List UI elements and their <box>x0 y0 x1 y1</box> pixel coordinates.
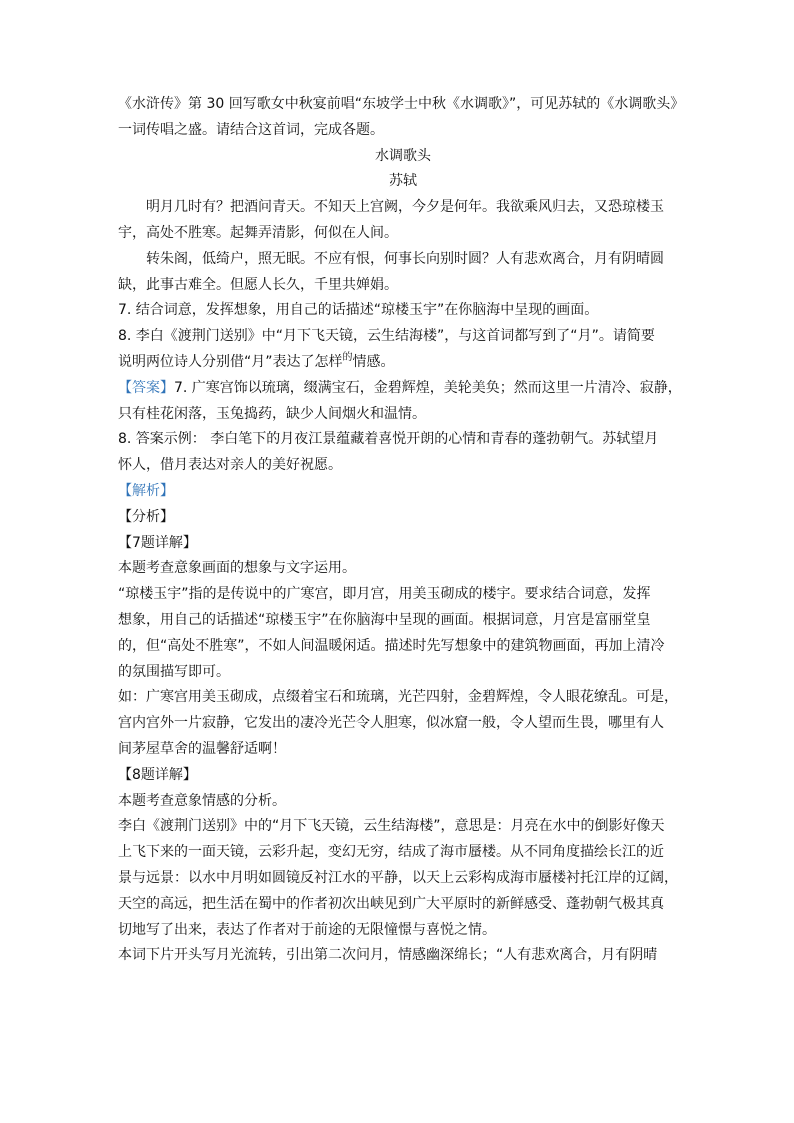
q8-detail-line: 本题考查意象情感的分析。 <box>118 792 286 809</box>
answer-7-line-2: 只有桂花闲落，玉兔捣药，缺少人间烟火和温情。 <box>118 405 426 422</box>
intro-line-2: 一词传唱之盛。请结合这首词，完成各题。 <box>118 121 384 138</box>
superscript-de: 的 <box>342 351 353 363</box>
document-content <box>118 92 688 969</box>
q7-detail-line: 的，但“高处不胜寒”，不如人间温暖闲适。描述时先写想象中的建筑物画面，再加上清冷 <box>118 637 665 654</box>
q7-detail-heading: 【7题详解】 <box>118 534 197 551</box>
q7-detail-line: 本题考查意象画面的想象与文字运用。 <box>118 560 356 577</box>
poem-author: 苏轼 <box>389 173 417 190</box>
question-7: 7. 结合词意，发挥想象，用自己的话描述“琼楼玉宇”在你脑海中呈现的画面。 <box>118 302 599 319</box>
poem-stanza2-line-2: 缺，此事古难全。但愿人长久，千里共婵娟。 <box>118 276 398 293</box>
q7-detail-line: 宫内宫外一片寂静，它发出的凄冷光芒令人胆寒，似冰窟一般，令人望而生畏，哪里有人 <box>118 715 664 732</box>
q7-detail-line: 如：广寒宫用美玉砌成，点缀着宝石和琉璃，光芒四射，金碧辉煌，令人眼花缭乱。可是， <box>118 689 678 706</box>
q7-detail-line: 的氛围描写即可。 <box>118 663 230 680</box>
answer-7-text: 7. 广寒宫饰以琉璃，缀满宝石，金碧辉煌，美轮美奂；然而这里一片清冷、寂静， <box>174 379 682 396</box>
question-8-line-2-text: 说明两位诗人分别借“月”表达了怎样 <box>118 353 343 370</box>
question-8-line-1: 8. 李白《渡荆门送别》中“月下飞天镜，云生结海楼”，与这首词都写到了“月”。请简要 <box>118 328 655 345</box>
answer-8-line-1: 8. 答案示例： 李白笔下的月夜江景蕴藏着喜悦开朗的心情和青春的蓬勃朝气。苏轼望月 <box>118 431 659 448</box>
q8-detail-line: 上飞下来的一面天镜，云彩升起，变幻无穷，结成了海市蜃楼。从不同角度描绘长江的近 <box>118 844 664 861</box>
q8-detail-line: 李白《渡荆门送别》中的“月下飞天镜，云生结海楼”，意思是：月亮在水中的倒影好像天 <box>118 818 665 835</box>
poem-stanza2-line-1: 转朱阁，低绮户，照无眠。不应有恨，何事长向别时圆？人有悲欢离合，月有阴晴圆 <box>146 250 664 267</box>
q8-detail-heading: 【8题详解】 <box>118 766 197 783</box>
q8-detail-line: 天空的高远，把生活在蜀中的作者初次出峡见到广大平原时的新鲜感受、蓬勃朝气极其真 <box>118 895 664 912</box>
analysis-fenxi-heading: 【分析】 <box>118 508 174 525</box>
answer-tag: 【答案】 <box>118 379 174 396</box>
question-8-line-2-end: 情感。 <box>352 353 395 370</box>
q7-detail-line: 想象，用自己的话描述“琼楼玉宇”在你脑海中呈现的画面。根据词意，月宫是富丽堂皇 <box>118 611 651 628</box>
poem-title: 水调歌头 <box>375 147 431 164</box>
q7-detail-line: “琼楼玉宇”指的是传说中的广寒宫，即月宫，用美玉砌成的楼宇。要求结合词意，发挥 <box>118 586 651 603</box>
answer-7-line-1 <box>118 376 688 402</box>
poem-stanza1-line-1: 明月几时有？把酒问青天。不知天上宫阙，今夕是何年。我欲乘风归去，又恐琼楼玉 <box>146 199 664 216</box>
q7-detail-line: 间茅屋草舍的温馨舒适啊！ <box>118 740 286 757</box>
question-8-line-2 <box>118 350 688 376</box>
answer-8-line-2: 怀人，借月表达对亲人的美好祝愿。 <box>118 457 342 474</box>
q8-detail-line: 本词下片开头写月光流转，引出第二次问月，情感幽深绵长；“人有悲欢离合，月有阴晴 <box>118 947 658 964</box>
analysis-tag: 【解析】 <box>118 482 174 499</box>
intro-line-1: 《水浒传》第 30 回写歌女中秋宴前唱“东坡学士中秋《水调歌》”，可见苏轼的《水调歌头》 <box>118 96 685 112</box>
q8-detail-line: 景与远景：以水中月明如圆镜反衬江水的平静，以天上云彩构成海市蜃楼衬托江岸的辽阔， <box>118 869 678 886</box>
poem-stanza1-line-2: 宇，高处不胜寒。起舞弄清影，何似在人间。 <box>118 224 398 241</box>
q8-detail-line: 切地写了出来，表达了作者对于前途的无限憧憬与喜悦之情。 <box>118 921 496 938</box>
